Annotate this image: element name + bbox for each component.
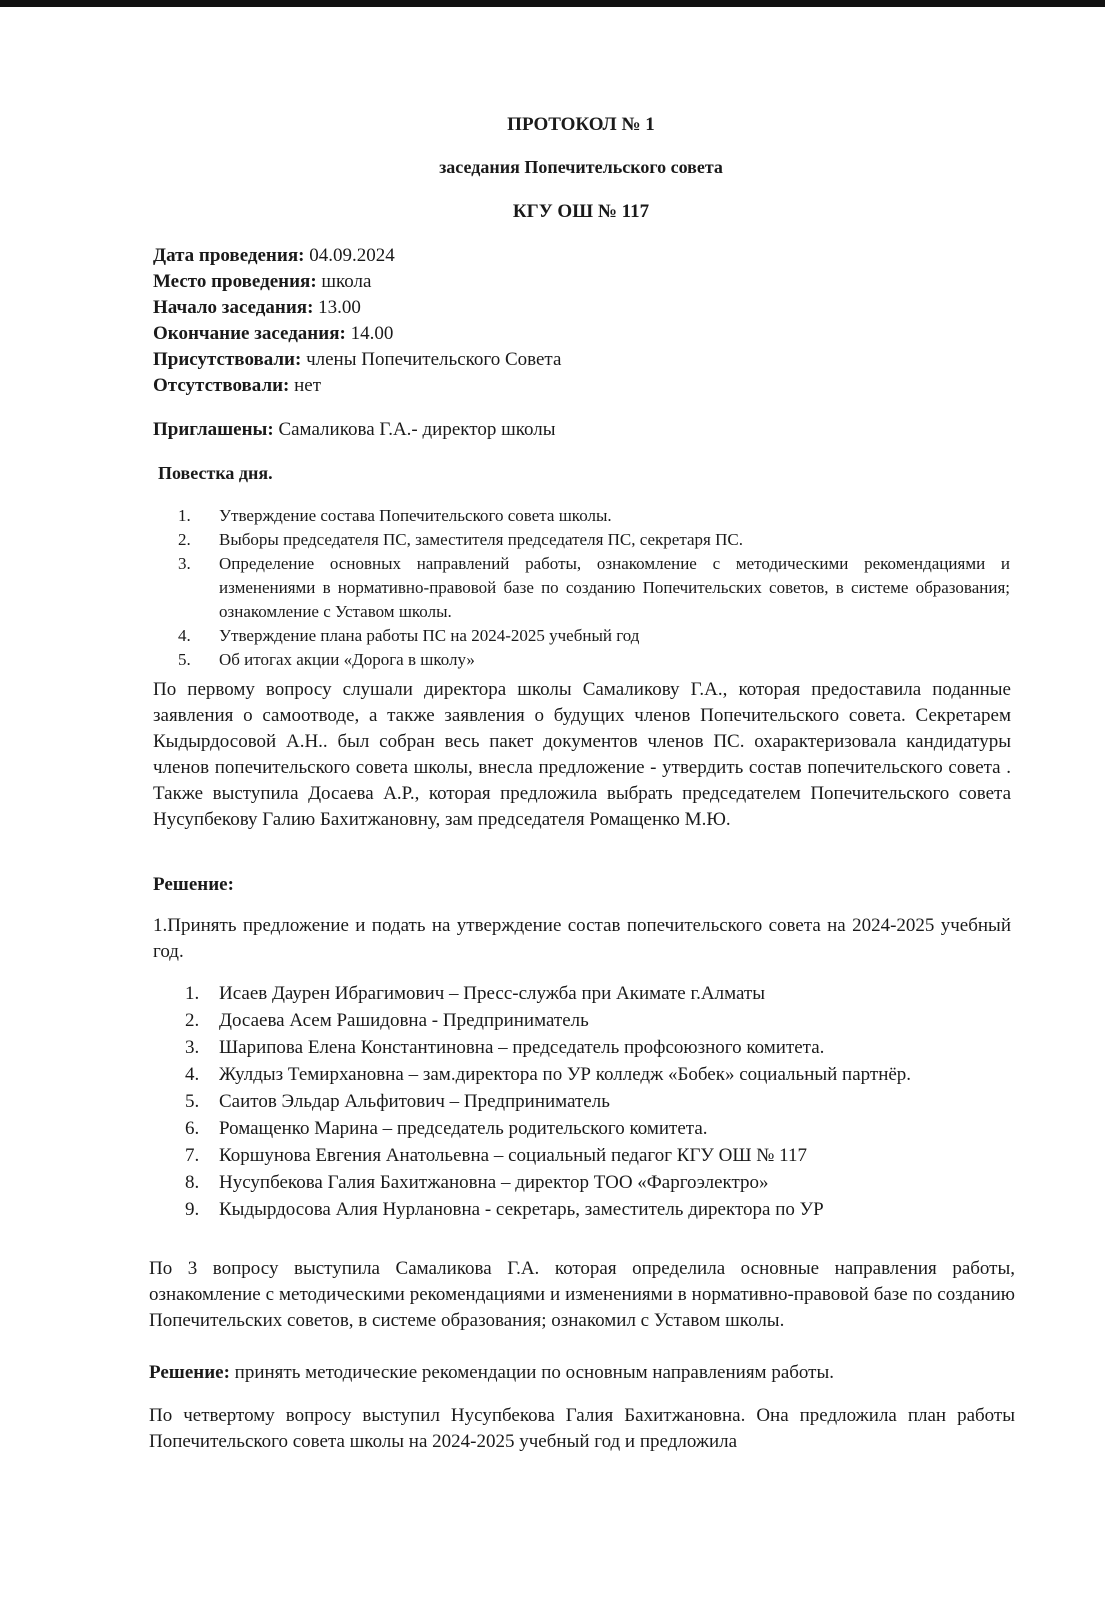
meeting-details — [153, 243, 561, 399]
list-item: 3. Определение основных направлений работы, ознакомление с методическими рекомендациями и изменениями в нормативно-правовой базе по созданию Попечительских советов, в системе образования; ознакомление с Уставом школы. — [178, 554, 1010, 621]
list-item: 2. Выборы председателя ПС, заместителя председателя ПС, секретаря ПС. — [178, 530, 743, 549]
meeting-present: Присутствовали: члены Попечительского Совета — [153, 349, 562, 370]
decision-heading: Решение: — [153, 874, 234, 895]
list-item: 6. Ромащенко Марина – председатель родительского комитета. — [185, 1118, 708, 1139]
organization-name: КГУ ОШ № 117 — [512, 201, 650, 222]
list-item: 3. Шарипова Елена Константиновна – председатель профсоюзного комитета. — [185, 1037, 825, 1058]
list-item: 4. Утверждение плана работы ПС на 2024-2025 учебный год — [178, 626, 640, 645]
list-item: 2. Досаева Асем Рашидовна - Предприниматель — [185, 1010, 589, 1031]
scan-top-edge — [0, 0, 1105, 7]
list-item: 1. Утверждение состава Попечительского совета школы. — [178, 506, 612, 525]
agenda-list — [178, 504, 1010, 672]
list-item: 8. Нусупбекова Галия Бахитжановна – директор ТОО «Фаргоэлектро» — [185, 1172, 769, 1193]
fourth-question-paragraph: По четвертому вопросу выступил Нусупбекова Галия Бахитжановна. Она предложила план работы Попечительского совета школы на 2024-2025 учебный год и предложила — [149, 1405, 1015, 1452]
invited-line: Приглашены: Самаликова Г.А.- директор школы — [153, 419, 556, 440]
first-question-paragraph: По первому вопросу слушали директора школы Самаликову Г.А., которая предоставила поданные заявления о самоотводе, а также заявления о будущих членов Попечительского совета. Секретарем Кыдырдосовой А.Н.. был собран весь пакет документов членов ПС. охарактеризовала кандидатуры членов попечительского совета школы, внесла предложение - утвердить состав попечительского совета . Также выступила Досаева А.Р., которая предложила выбрать председателем Попечительского совета Нусупбекову Галию Бахитжановну, зам председателя Ромащенко М.Ю. — [153, 679, 1011, 830]
list-item: 1. Исаев Даурен Ибрагимович – Пресс-служба при Акимате г.Алматы — [185, 983, 765, 1004]
meeting-end: Окончание заседания: 14.00 — [153, 323, 394, 344]
document-title: ПРОТОКОЛ № 1 — [507, 114, 655, 135]
third-question-paragraph: По 3 вопросу выступила Самаликова Г.А. которая определила основные направления работы, ознакомление с методическими рекомендациями и изменениями в нормативно-правовой базе по созданию Попечительских советов, в системе образования; ознакомил с Уставом школы. — [149, 1258, 1015, 1331]
council-members-list — [185, 980, 965, 1223]
document-subtitle: заседания Попечительского совета — [439, 157, 723, 177]
agenda-heading: Повестка дня. — [158, 463, 273, 483]
list-item: 5. Об итогах акции «Дорога в школу» — [178, 650, 475, 669]
list-item: 5. Саитов Эльдар Альфитович – Предприниматель — [185, 1091, 610, 1112]
list-item: 9. Кыдырдосова Алия Нурлановна - секретарь, заместитель директора по УР — [185, 1199, 824, 1220]
meeting-absent: Отсутствовали: нет — [153, 375, 322, 396]
meeting-place: Место проведения: школа — [153, 271, 372, 292]
meeting-date: Дата проведения: 04.09.2024 — [153, 245, 395, 266]
decision-paragraph: 1.Принять предложение и подать на утверждение состав попечительского совета на 2024-2025 учебный год. — [153, 915, 1011, 962]
meeting-start: Начало заседания: 13.00 — [153, 297, 361, 318]
third-question-decision: Решение: принять методические рекомендации по основным направлениям работы. — [149, 1362, 834, 1383]
list-item: 7. Коршунова Евгения Анатольевна – социальный педагог КГУ ОШ № 117 — [185, 1145, 807, 1166]
list-item: 4. Жулдыз Темирхановна – зам.директора по УР колледж «Бобек» социальный партнёр. — [185, 1064, 912, 1085]
